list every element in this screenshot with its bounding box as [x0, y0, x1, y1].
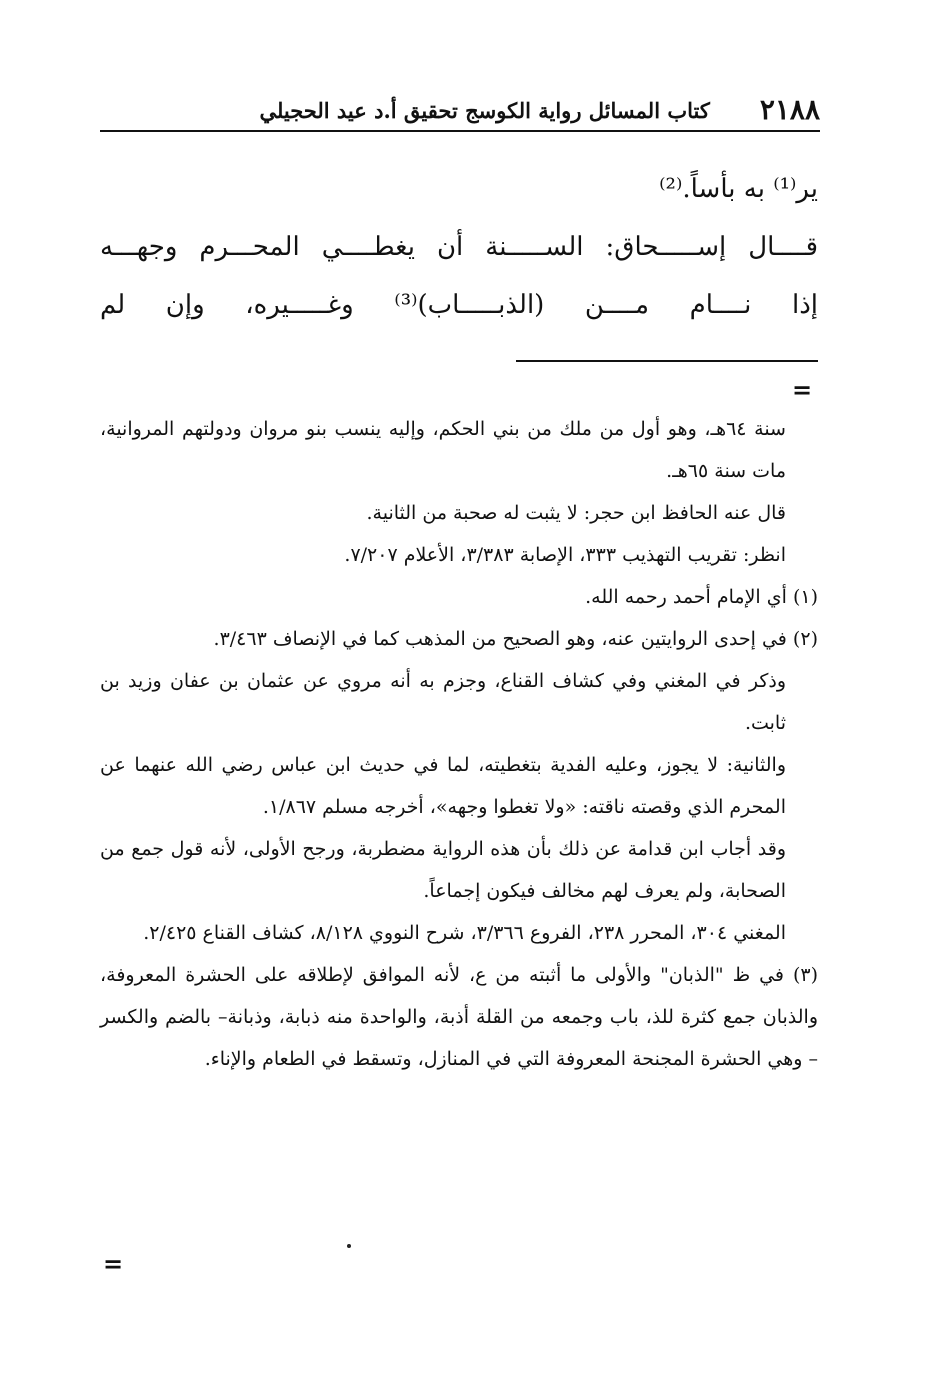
footnote-paragraph: المغني ٣٠٤، المحرر ٢٣٨، الفروع ٣/٣٦٦، شرح النووي ٨/١٢٨، كشاف القناع ٢/٤٢٥. [143, 922, 786, 944]
page-header [100, 88, 820, 132]
footnote-2: (٢) في إحدى الروايتين عنه، وهو الصحيح من المذهب كما في الإنصاف ٣/٤٦٣. [213, 628, 818, 650]
footnote-separator [516, 360, 818, 362]
footnote-continuation [100, 408, 818, 492]
footnote-paragraph: انظر: تقريب التهذيب ٣٣٣، الإصابة ٣/٣٨٣، الأعلام ٧/٢٠٧. [344, 544, 786, 566]
main-text-line: قــــال إســـــحاق: الســـــنة أن يغطــــي المحـــرم وجهـــه [100, 232, 818, 262]
footnote-paragraph: قال عنه الحافظ ابن حجر: لا يثبت له صحبة من الثانية. [366, 502, 786, 524]
continuation-mark: = [792, 375, 813, 404]
footnote-paragraph: وذكر في المغني وفي كشاف القناع، وجزم به أنه مروي عن عثمان بن عفان وزيد بن ثابت. [100, 670, 786, 734]
footnote-3: (٣) في ظ "الذبان" والأولى ما أثبته من ع، لأنه الموافق لإطلاقه على الحشرة المعروفة، والذبان جمع كثرة للذ، باب وجمعه من القلة أذبة، والواحدة منه ذبابة، وذبانة– بالضم والكسر – وهي الحشرة المجنحة المعروفة التي في المنازل، وتسقط في الطعام والإناء. [100, 964, 818, 1070]
footnote-text: المروانية، مات سنة ٦٥هـ. [100, 418, 786, 482]
main-text-line: إذا نــــام مــــن (الذبـــــاب)⁽³⁾ وغـــــيره، وإن لم [100, 290, 818, 320]
page-number: ٢١٨٨ [759, 93, 820, 126]
footnotes [100, 408, 818, 1080]
footnote-paragraph: وقد أجاب ابن قدامة عن ذلك بأن هذه الرواية مضطربة، ورجح الأولى، لأنه قول جمع من الصحابة، ولم يعرف لهم مخالف فيكون إجماعاً. [100, 838, 786, 902]
footnote-text: سنة ٦٤هـ، وهو أول من ملك من بني الحكم، وإليه ينسب بنو مروان ودولتهم [181, 418, 786, 440]
ink-speck [347, 1244, 351, 1248]
continuation-mark-bottom: = [103, 1249, 124, 1278]
footnote-1: (١) أي الإمام أحمد رحمه الله. [585, 586, 818, 608]
running-title: كتاب المسائل رواية الكوسج تحقيق أ.د عيد الحجيلي [259, 98, 710, 123]
main-text-line: ير⁽¹⁾ به بأساً.⁽²⁾ [659, 174, 818, 204]
main-text [100, 160, 818, 334]
footnote-paragraph: والثانية: لا يجوز، وعليه الفدية بتغطيته، لما في حديث ابن عباس رضي الله عنهما عن المحرم الذي وقصته ناقته: «ولا تغطوا وجهه»، أخرجه مسلم ١/٨٦٧. [100, 754, 786, 818]
